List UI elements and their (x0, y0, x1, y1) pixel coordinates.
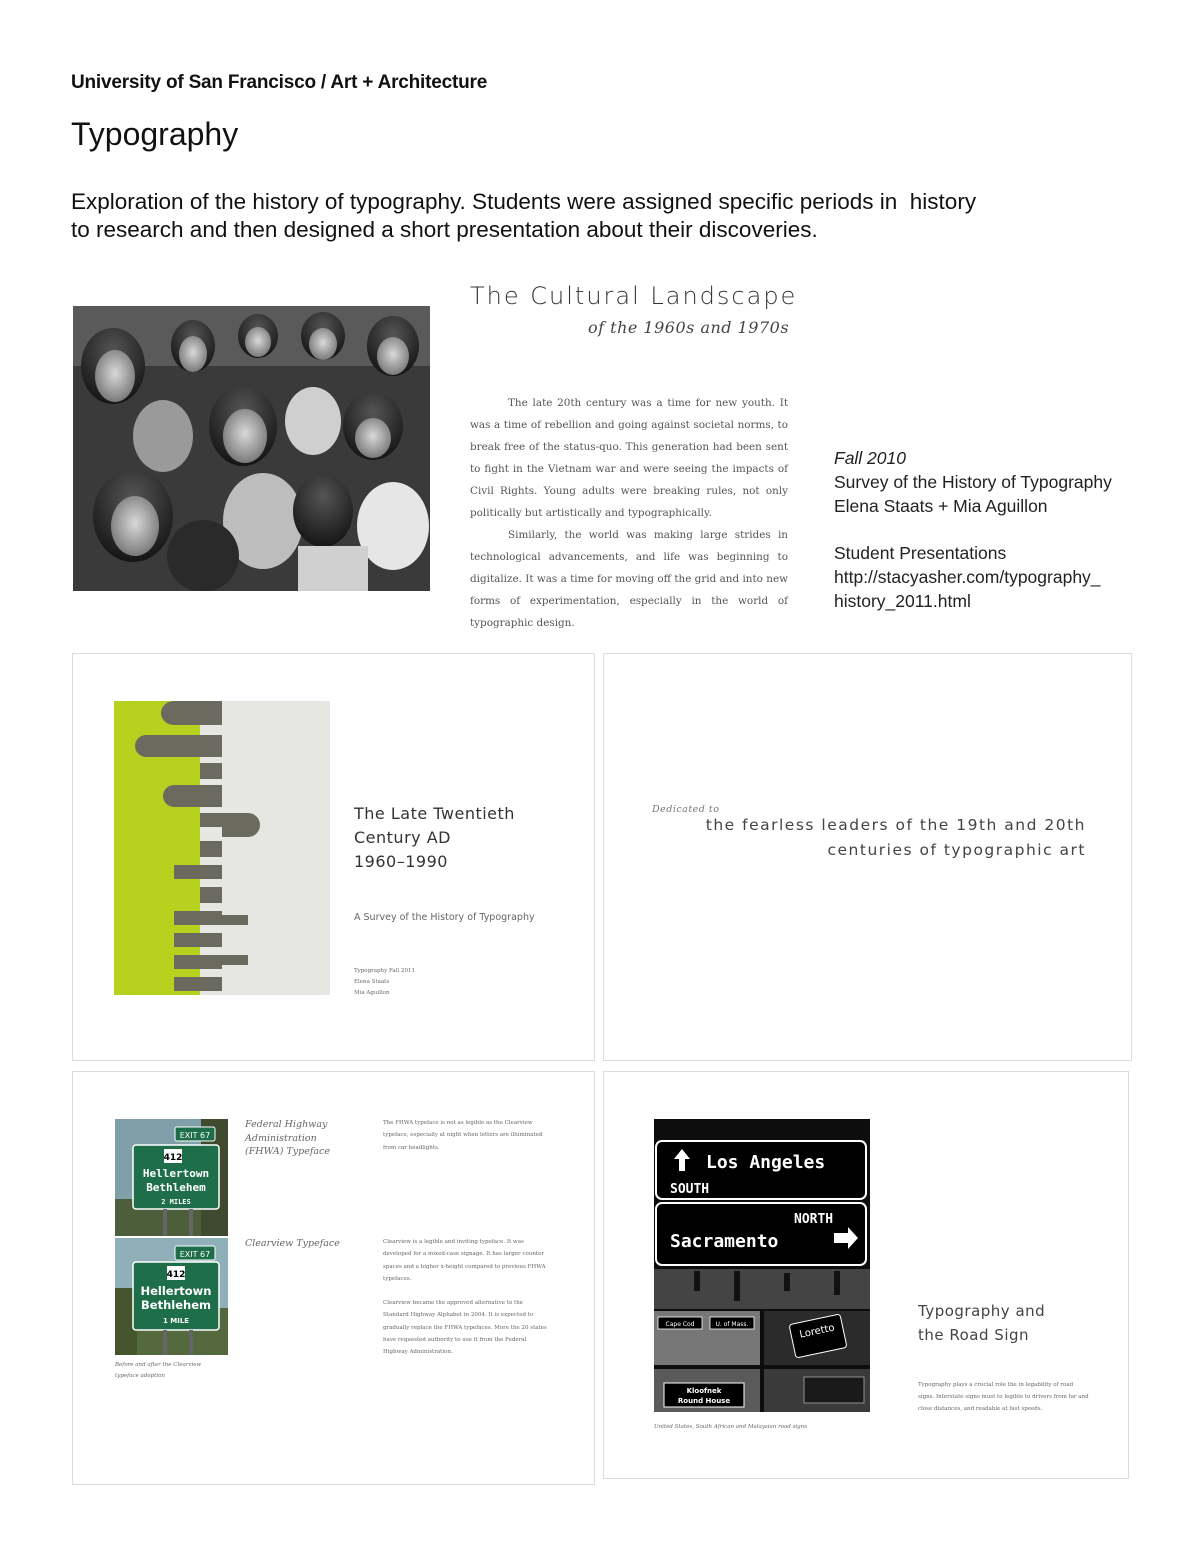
crowd-photo-illustration (73, 306, 430, 591)
cover-artwork (114, 701, 330, 995)
dedication-label: Dedicated to (652, 804, 720, 815)
sign-cape-cod: Cape Cod (665, 1321, 695, 1328)
crowd-photo (73, 306, 430, 591)
sign-sacramento: Sacramento (670, 1231, 779, 1252)
highway-sign-fhwa-illustration (115, 1119, 228, 1236)
clearview-body-2: Clearview became the approved alternative to the Standard Highway Alphabet in 2004. It is expected to gradually replace the FHWA typefaces. More the 20 states have requested authority to use it from the Federal Highway Administration. (383, 1300, 547, 1356)
sign-umass: U. of Mass. (715, 1321, 749, 1328)
course-term: Fall 2010 (834, 448, 906, 468)
course-name: Survey of the History of Typography (834, 472, 1112, 492)
road-title-line-1: Typography and (918, 1302, 1046, 1320)
clearview-route-text: 412 (166, 1270, 186, 1280)
sign-los-angeles: Los Angeles (706, 1152, 826, 1173)
sign-round-house: Round House (677, 1397, 731, 1405)
cultural-subtitle: of the 1960s and 1970s (588, 318, 790, 337)
presentations-url-line-1[interactable]: http://stacyasher.com/typography_ (834, 567, 1101, 587)
clearview-body-1: Clearview is a legible and inviting typeface. It was developed for a mixed-case signage. It has larger counter spaces and a higher x-height compared to previous FHWA typefaces. (383, 1239, 546, 1282)
road-caption: United States, South African and Malaysian road signs (654, 1424, 808, 1430)
clearview-exit-text: EXIT 67 (179, 1250, 211, 1259)
fhwa-exit-text: EXIT 67 (179, 1131, 211, 1140)
cultural-paragraph-2: Similarly, the world was making large strides in technological advancements, and life was beginning to digitalize. It was a time for moving off the grid and into new forms of experimentation, especially in the world of typographic design. (470, 529, 788, 629)
dedication-line-1: the fearless leaders of the 19th and 20th (705, 816, 1086, 834)
highway-sign-clearview-illustration (115, 1238, 228, 1355)
presentations-url-line-2[interactable]: history_2011.html (834, 591, 971, 611)
intro-line-1: Exploration of the history of typography. Students were assigned specific periods in history (71, 189, 977, 214)
road-title (918, 1299, 1045, 1347)
clearview-label: Clearview Typeface (245, 1238, 340, 1249)
cultural-paragraph-1: The late 20th century was a time for new youth. It was a time of rebellion and going against societal norms, to break free of the status-quo. This generation had been sent to fight in the Vietnam war and were seeing the impacts of Civil Rights. Young adults were breaking rules, not only politically but artistically and typographically. (470, 397, 788, 519)
cover-title-line-1: The Late Twentieth (354, 804, 515, 823)
presentations-label: Student Presentations (834, 543, 1007, 563)
road-body: Typography plays a crucial role the in legability of road signs. Interstate signs must to legible to drivers from far and close distances, and readable at fast speeds. (918, 1382, 1089, 1412)
intro-text (71, 188, 1131, 244)
header-org: University of San Francisco / Art + Architecture (71, 72, 488, 93)
cover-credit-student-1: Elena Staats (354, 979, 390, 985)
fhwa-line-2: Bethlehem (146, 1181, 206, 1194)
cover-credits (354, 966, 415, 999)
cover-subtitle: A Survey of the History of Typography (354, 912, 535, 923)
dedication-line-2: centuries of typographic art (827, 841, 1086, 859)
road-sign-collage (654, 1119, 870, 1412)
fhwa-label: Federal Highway Administration (FHWA) Typeface (245, 1119, 330, 1157)
cover-credit-student-2: Mia Aguillon (354, 990, 390, 996)
cover-title-line-3: 1960–1990 (354, 852, 448, 871)
highway-sign-photo-clearview (115, 1238, 228, 1355)
highway-caption: Before and after the Clearview typeface adoption (115, 1362, 202, 1379)
sign-south: SOUTH (670, 1182, 710, 1197)
cover-title (354, 802, 515, 874)
page-title: Typography (71, 116, 239, 152)
highway-sign-photo-fhwa (115, 1119, 228, 1236)
cover-credit-course: Typography Fall 2011 (354, 968, 415, 974)
course-meta (834, 446, 1112, 613)
cover-title-line-2: Century AD (354, 828, 451, 847)
sign-north: NORTH (794, 1212, 834, 1227)
fhwa-route-text: 412 (163, 1153, 183, 1163)
clearview-distance: 1 MILE (162, 1317, 190, 1325)
intro-line-2: to research and then designed a short presentation about their discoveries. (71, 217, 818, 242)
cultural-body (470, 392, 788, 634)
cultural-title: The Cultural Landscape (470, 282, 798, 310)
clearview-line-2: Bethlehem (141, 1298, 211, 1312)
sign-loretto: Loretto (798, 1322, 836, 1341)
fhwa-line-1: Hellertown (142, 1167, 210, 1180)
road-title-line-2: the Road Sign (918, 1326, 1030, 1344)
course-students: Elena Staats + Mia Aguillon (834, 496, 1048, 516)
road-sign-collage-illustration (654, 1119, 870, 1412)
clearview-line-1: Hellertown (140, 1284, 212, 1298)
sign-kloofnek: Kloofnek (686, 1387, 722, 1395)
fhwa-body: The FHWA typeface is not as legible as the Clearview typeface, especially at night when letters are illuminated from car headlights. (383, 1120, 543, 1151)
fhwa-distance: 2 MILES (161, 1198, 191, 1206)
cover-glyph-graphic (114, 701, 330, 995)
